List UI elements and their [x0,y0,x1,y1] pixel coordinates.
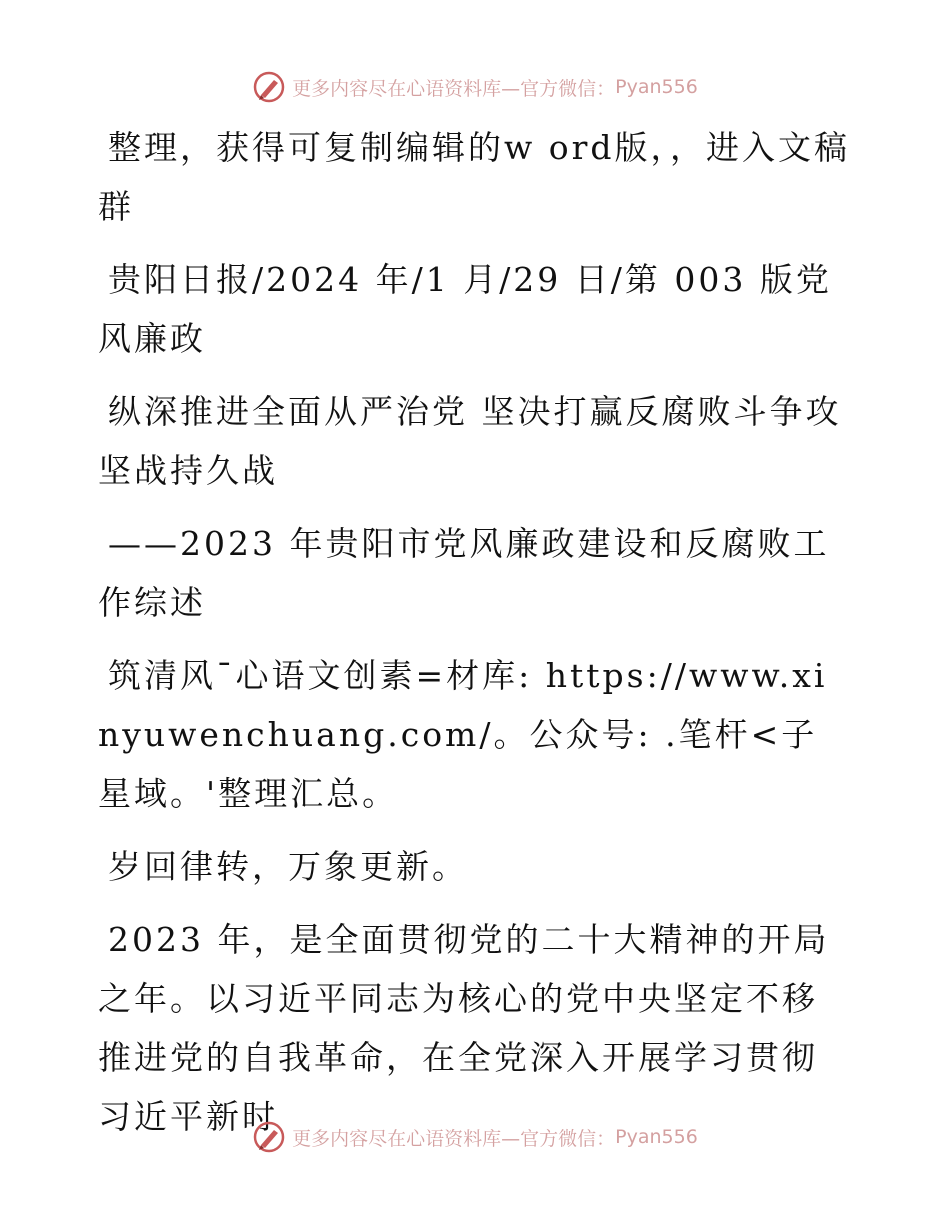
paragraph: 筑清风¯心语文创素=材库: https://www.xinyuwenchuang.com/。公众号: .笔杆<子星域。'整理汇总。 [98,656,828,813]
paragraph: 2023 年，是全面贯彻党的二十大精神的开局之年。以习近平同志为核心的党中央坚定不移推进党的自我革命，在全党深入开展学习贯彻习近平新时 [98,920,830,1136]
paragraph: 整理，获得可复制编辑的w ord版，，进入文稿群 [98,128,851,226]
watermark-handle: Pyan556 [615,1126,698,1148]
paragraph: ——2023 年贵阳市党风廉政建设和反腐败工作综述 [98,524,830,622]
pen-logo-icon [252,1120,286,1154]
watermark-text: 更多内容尽在心语资料库—官方微信： [292,1127,616,1150]
header-watermark [0,70,950,104]
footer-watermark [0,1120,950,1154]
watermark-text: 更多内容尽在心语资料库—官方微信： [292,77,616,100]
document-body [98,118,850,1160]
paragraph: 纵深推进全面从严治党 坚决打赢反腐败斗争攻坚战持久战 [98,392,842,490]
pen-logo-icon [252,70,286,104]
paragraph: 贵阳日报/2024 年/1 月/29 日/第 003 版党风廉政 [98,260,832,358]
watermark-handle: Pyan556 [615,76,698,98]
paragraph: 岁回律转，万象更新。 [108,847,468,886]
